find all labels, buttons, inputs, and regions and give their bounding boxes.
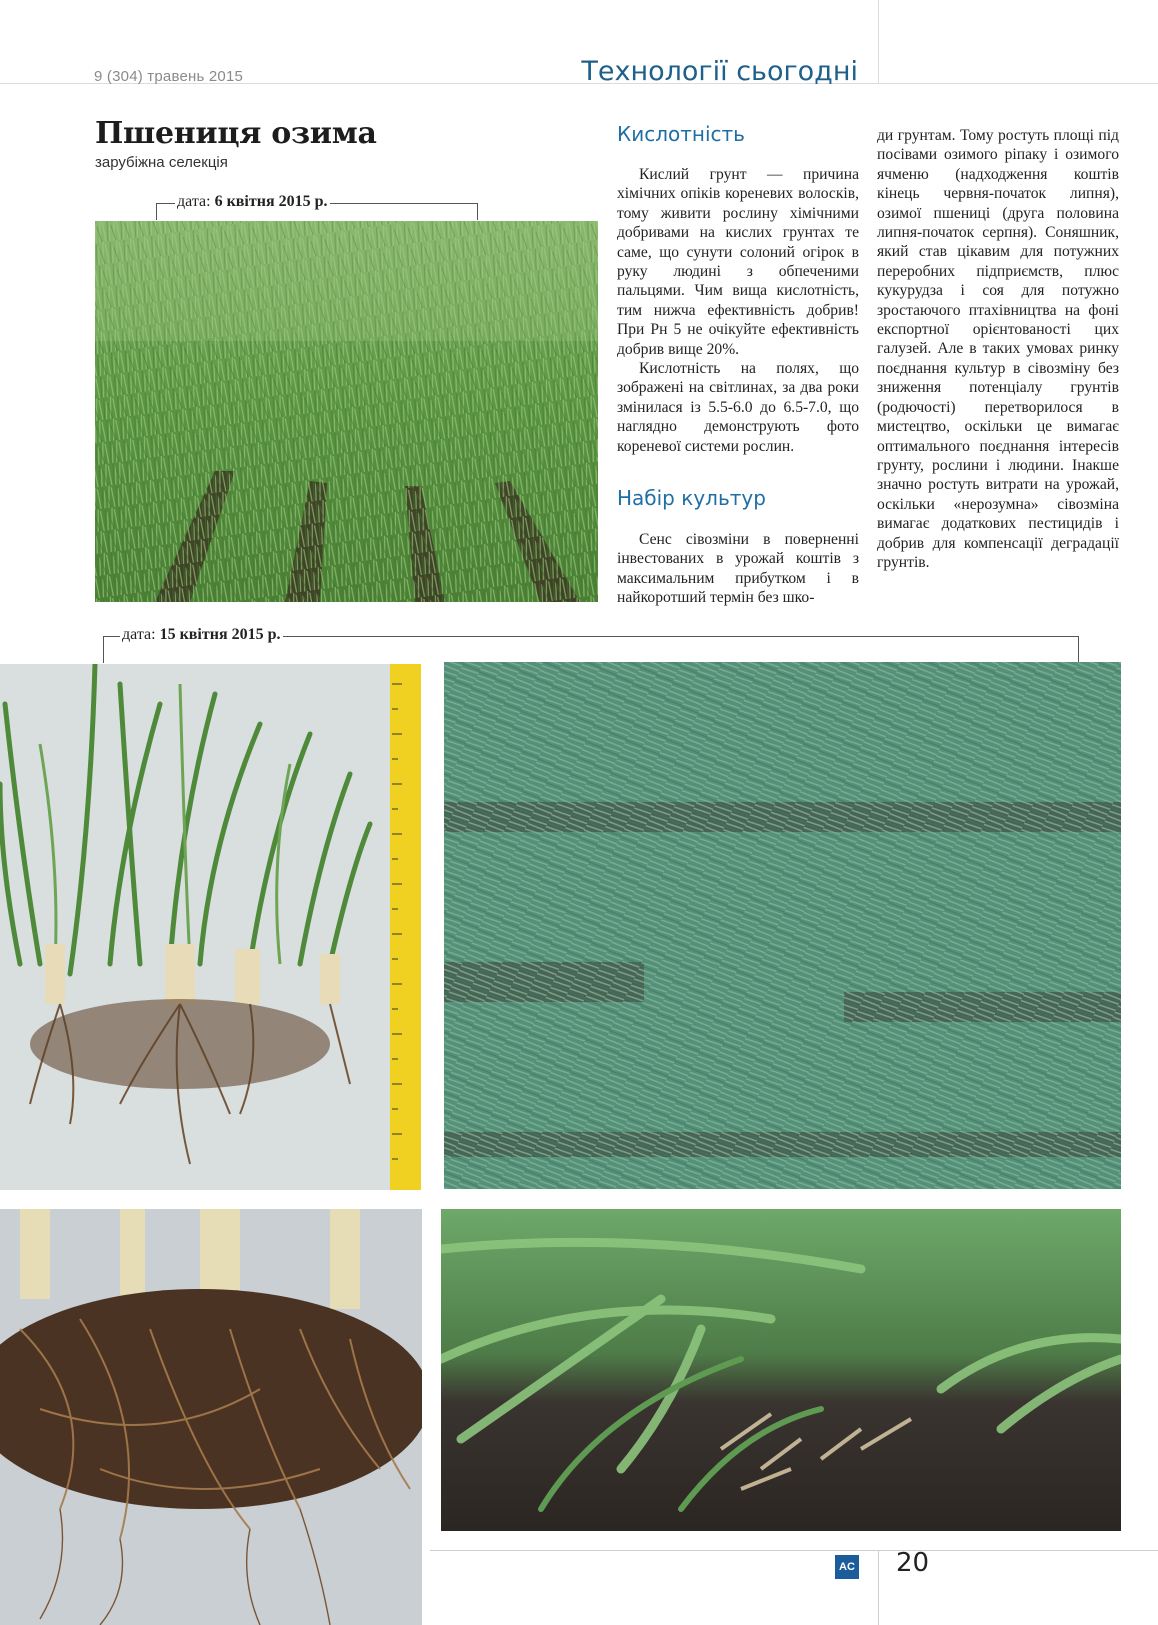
photo-plants-roots-ruler: [0, 664, 421, 1190]
footer-divider: [430, 1550, 1158, 1551]
paragraph: ди грунтам. Тому ростуть площі під посівами озимого ріпаку і озимого ячменю (надходження коштів кінець червня-початок липня), озимої пшениці (друга половина липня-початок серпня). Соняшник, який став цікавим для потужних переробних підприємств, плюс кукурудза і соя для потужно зростаючого птахівництва на фоні експортної орієнтованості цих галузей. Але в таких умовах ринку поєднання культур в сівозміну без зниження потенціалу грунтів (родючості) перетворилося в мистецтво, оскільки це вимагає оптимального поєднання інтересів грунту, рослини і людини. Інакше значно ростуть витрати на урожай, оскільки «нерозумна» сівозміна вимагає додаткових пестицидів і добрив для компенсації деградації грунтів.: [877, 127, 1119, 571]
photo-wheat-field-april-6: [95, 221, 598, 602]
date-prefix: дата:: [177, 193, 215, 210]
text-column-1-top: [617, 165, 859, 456]
text-column-2: [877, 126, 1119, 572]
paragraph: Кислий грунт — причина хімічних опіків кореневих волосків, тому живити рослину хімічними добривами на кислих грунтах те саме, що сунути солоний огірок в руку людині з обпеченими пальцями. Чим вища кислотність, тим нижча ефективність добрив! При Рн 5 не очікуйте ефективність добрив вище 20%.: [617, 166, 859, 358]
publisher-logo: AC: [835, 1555, 859, 1579]
footer-divider-vertical: [878, 1550, 879, 1625]
paragraph: Сенс сівозміни в поверненні інвестованих в урожай коштів з максимальним прибутком і в найкоротший термін без шко-: [617, 531, 859, 607]
photo-wheat-ground-level: [441, 1209, 1121, 1531]
section-heading-acidity: Кислотність: [617, 122, 745, 146]
date-label-2: [120, 626, 283, 644]
page-number: 20: [896, 1548, 930, 1578]
section-heading-crop-set: Набір культур: [617, 486, 766, 510]
photo-roots-closeup: [0, 1209, 422, 1625]
article-title: Пшениця озима: [95, 116, 377, 151]
date-value: 6 квітня 2015 р.: [214, 193, 328, 210]
date-prefix: дата:: [122, 626, 160, 643]
text-column-1-bottom: [617, 530, 859, 608]
issue-info: 9 (304) травень 2015: [94, 68, 244, 85]
header-divider-vertical: [878, 0, 879, 84]
date-label-1: [175, 193, 330, 211]
paragraph: Кислотність на полях, що зображені на світлинах, за два роки змінилася із 5.5-6.0 до 6.5-7.0, що наглядно демонструють фото кореневої системи рослин.: [617, 360, 859, 455]
article-subtitle: зарубіжна селекція: [95, 154, 228, 171]
section-title: Технології сьогодні: [581, 56, 858, 87]
photo-wheat-top-view: [444, 662, 1121, 1189]
date-value: 15 квітня 2015 р.: [159, 626, 281, 643]
